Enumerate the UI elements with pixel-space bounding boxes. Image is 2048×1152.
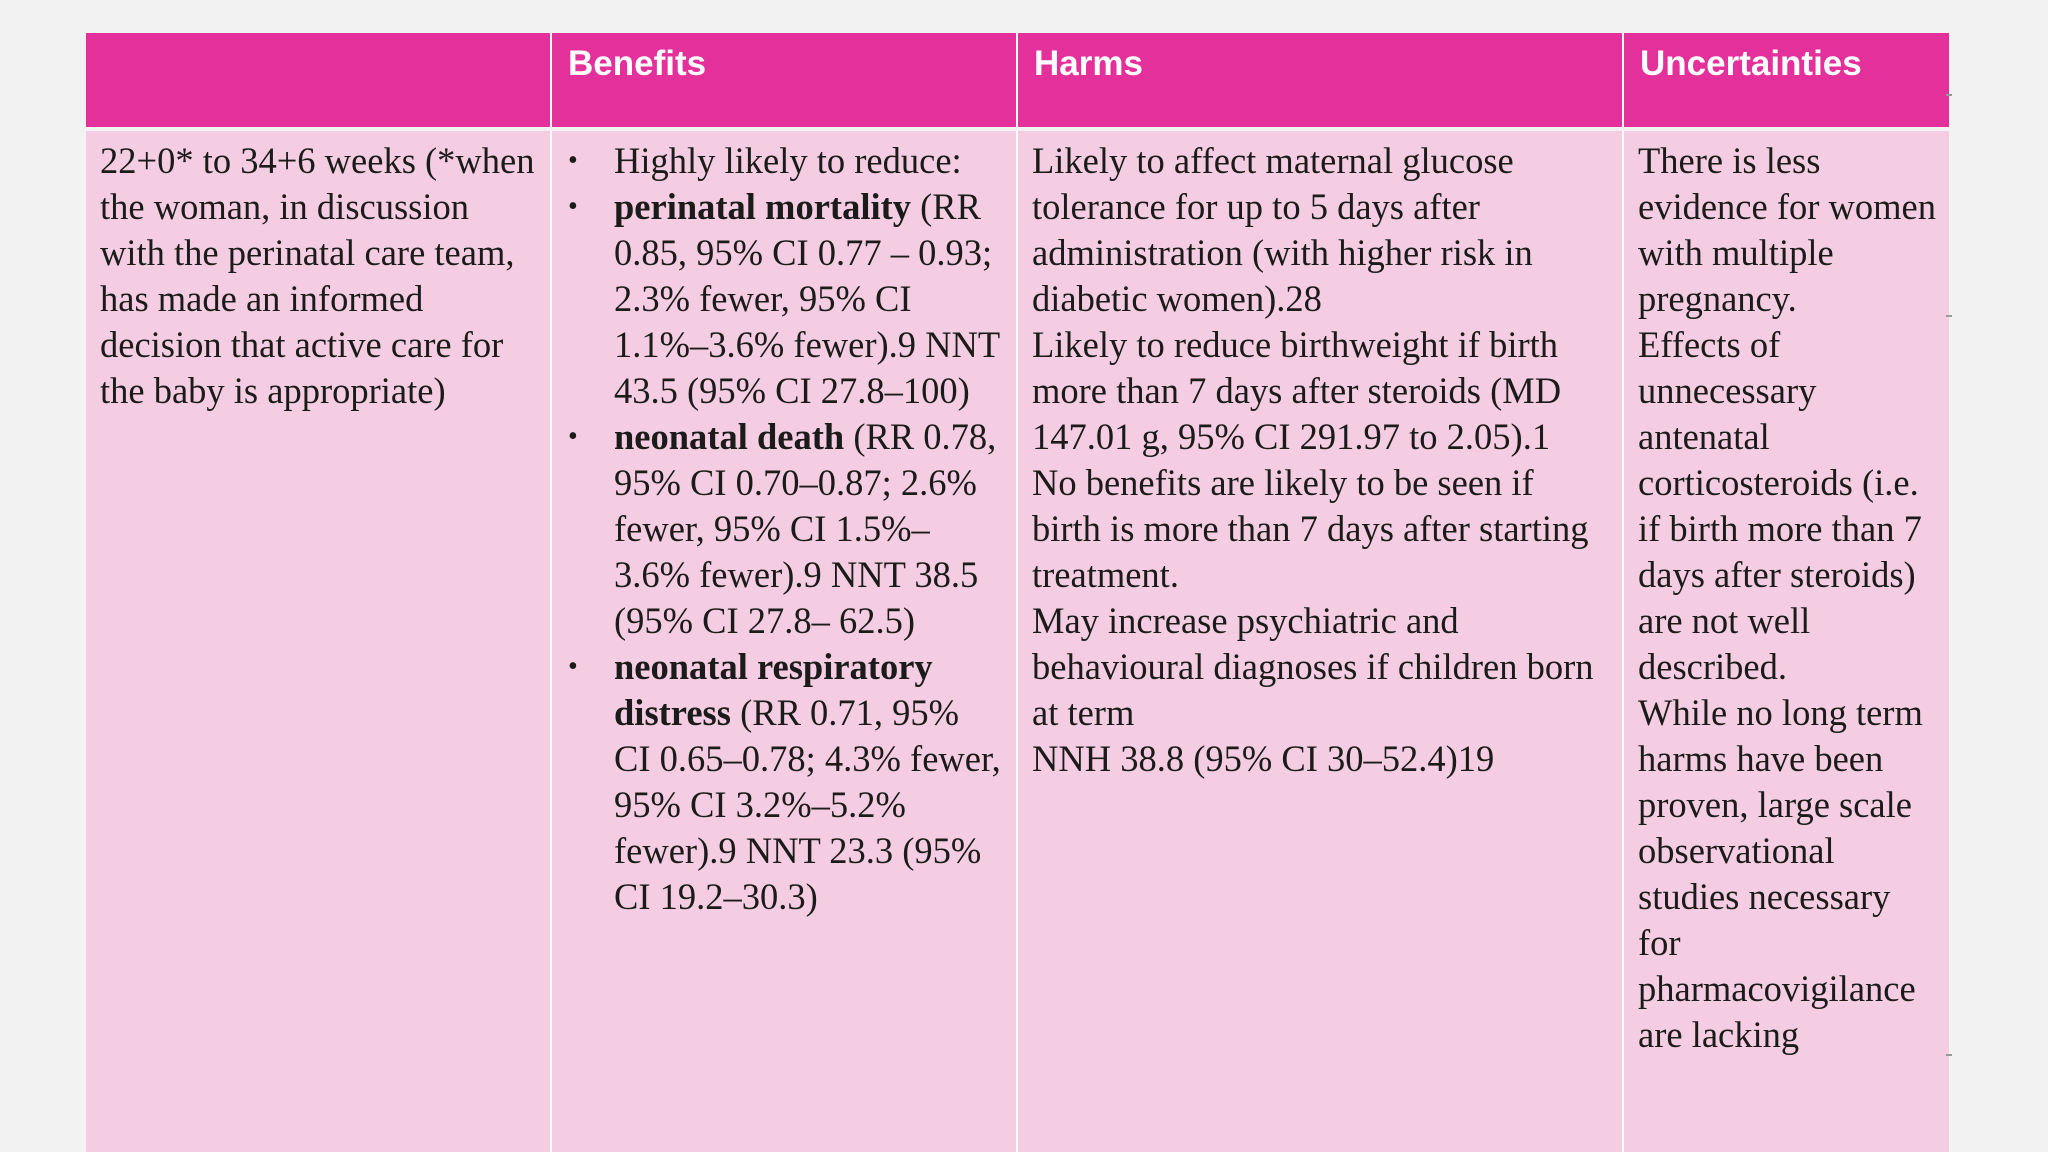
benefit-item-title: neonatal respiratory distress (614, 646, 933, 733)
edge-tick (1946, 94, 1952, 96)
benefits-list (566, 138, 1004, 920)
uncertainty-line: There is less evidence for women with multiple pregnancy. (1638, 140, 1936, 319)
edge-tick (1946, 315, 1952, 317)
benefits-intro: • Highly likely to reduce: (566, 138, 1004, 184)
harm-line: Likely to reduce birthweight if birth more than 7 days after steroids (MD 147.01 g, 95% CI 291.97 to 2.05).1 (1032, 324, 1562, 457)
benefit-item (566, 414, 1004, 644)
header-harms: Harms (1018, 33, 1624, 127)
benefit-item-title: perinatal mortality (614, 186, 912, 227)
header-empty (86, 33, 552, 127)
header-uncertainties: Uncertainties (1624, 33, 1949, 127)
uncertainty-line: Effects of unnecessary antenatal corticosteroids (i.e. if birth more than 7 days after steroids) are not well described. (1638, 324, 1922, 687)
benefit-item-text: (RR 0.85, 95% CI 0.77 – 0.93; 2.3% fewer, 95% CI 1.1%–3.6% fewer).9 NNT 43.5 (95% CI 27.8–100) (614, 186, 1000, 411)
harm-line: No benefits are likely to be seen if birth is more than 7 days after starting treatment. (1032, 462, 1589, 595)
harm-line: May increase psychiatric and behavioural diagnoses if children born at term (1032, 600, 1594, 733)
harm-line: NNH 38.8 (95% CI 30–52.4)19 (1032, 738, 1495, 779)
harm-line: Likely to affect maternal glucose tolerance for up to 5 days after administration (with higher risk in diabetic women).28 (1032, 140, 1533, 319)
edge-tick (1946, 1054, 1952, 1056)
uncertainties-cell (1624, 131, 1949, 1152)
benefit-item-title: neonatal death (614, 416, 845, 457)
evidence-table (86, 33, 1949, 1152)
harms-cell (1018, 131, 1624, 1152)
benefit-item (566, 644, 1004, 920)
benefit-item-text: (RR 0.78, 95% CI 0.70–0.87; 2.6% fewer, 95% CI 1.5%–3.6% fewer).9 NNT 38.5 (95% CI 27.8– 62.5) (614, 416, 997, 641)
benefit-item-text: (RR 0.71, 95% CI 0.65–0.78; 4.3% fewer, 95% CI 3.2%–5.2% fewer).9 NNT 23.3 (95% CI 19.2–30.3) (614, 692, 1001, 917)
benefit-item (566, 184, 1004, 414)
header-benefits: Benefits (552, 33, 1018, 127)
criteria-cell (86, 131, 552, 1152)
uncertainty-line: While no long term harms have been proven, large scale observational studies necessary for pharmacovigilance are lacking (1638, 692, 1923, 1055)
criteria-text: 22+0* to 34+6 weeks (*when the woman, in discussion with the perinatal care team, has made an informed decision that active care for the baby is appropriate) (100, 140, 535, 411)
benefits-cell (552, 131, 1018, 1152)
